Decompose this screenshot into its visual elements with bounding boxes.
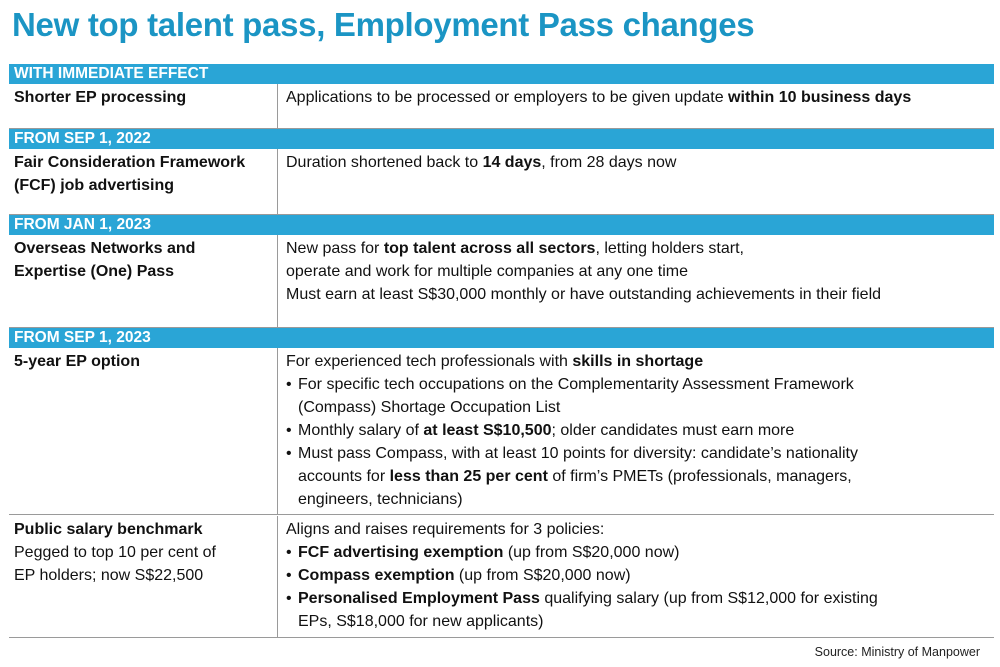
row-detail — [286, 86, 991, 109]
detail-emphasis: within 10 business days — [728, 89, 912, 106]
detail-text: engineers, technicians) — [298, 491, 463, 508]
detail-text: Aligns and raises requirements for 3 policies: — [286, 521, 605, 538]
row-detail — [286, 350, 991, 511]
bullet-icon: • — [286, 445, 292, 462]
detail-text: EPs, S$18,000 for new applicants) — [298, 613, 544, 630]
page-title: New top talent pass, Employment Pass changes — [12, 6, 755, 43]
detail-text: of firm’s PMETs (professionals, managers, — [547, 468, 852, 485]
column-divider — [277, 84, 278, 128]
table-row — [9, 235, 994, 328]
bullet-item — [286, 564, 991, 587]
detail-emphasis: top talent across all sectors — [383, 240, 596, 257]
bullet-item — [286, 541, 991, 564]
detail-text: operate and work for multiple companies at any one time — [286, 263, 688, 280]
label-sub: EP holders; now S$22,500 — [14, 567, 204, 584]
row-label — [14, 518, 277, 587]
bullet-item — [286, 587, 991, 633]
label-sub: Pegged to top 10 per cent of — [14, 544, 216, 561]
detail-text: Duration shortened back to — [286, 154, 483, 171]
row-label — [14, 237, 277, 283]
bullet-item — [286, 419, 991, 442]
detail-text: , letting holders start, — [595, 240, 744, 257]
detail-emphasis: skills in shortage — [572, 353, 704, 370]
column-divider — [277, 516, 278, 637]
detail-text: (up from S$20,000 now) — [454, 567, 631, 584]
label-line: Expertise (One) Pass — [14, 263, 175, 280]
table-row — [9, 149, 994, 215]
column-divider — [277, 149, 278, 214]
row-detail — [286, 151, 991, 174]
label-line: Public salary benchmark — [14, 521, 203, 538]
detail-text: qualifying salary (up from S$12,000 for existing — [539, 590, 878, 607]
section-header-sep-2023: FROM SEP 1, 2023 — [9, 328, 994, 348]
row-label: Shorter EP processing — [14, 89, 187, 106]
detail-text: New pass for — [286, 240, 384, 257]
detail-emphasis: at least S$10,500 — [423, 422, 552, 439]
detail-text: For experienced tech professionals with — [286, 353, 573, 370]
detail-text: Must pass Compass, with at least 10 points for diversity: candidate’s nationality — [298, 445, 858, 462]
bullet-item — [286, 373, 991, 419]
column-divider — [277, 235, 278, 327]
detail-text: ; older candidates must earn more — [551, 422, 795, 439]
section-header-immediate: WITH IMMEDIATE EFFECT — [9, 64, 994, 84]
source-credit: Source: Ministry of Manpower — [814, 645, 980, 659]
table-row — [9, 348, 994, 515]
section-header-jan-2023: FROM JAN 1, 2023 — [9, 215, 994, 235]
row-label: 5-year EP option — [14, 353, 140, 370]
bullet-item — [286, 442, 991, 511]
table-row — [9, 516, 994, 637]
bullet-icon: • — [286, 544, 292, 561]
detail-text: (up from S$20,000 now) — [503, 544, 680, 561]
detail-emphasis: Personalised Employment Pass — [298, 590, 540, 607]
section-header-sep-2022: FROM SEP 1, 2022 — [9, 129, 994, 149]
detail-text: Monthly salary of — [298, 422, 424, 439]
detail-emphasis: 14 days — [482, 154, 542, 171]
bullet-icon: • — [286, 376, 292, 393]
bullet-icon: • — [286, 422, 292, 439]
detail-text: (Compass) Shortage Occupation List — [298, 399, 561, 416]
detail-text: Applications to be processed or employers to be given update — [286, 89, 729, 106]
row-label — [14, 151, 277, 197]
detail-emphasis: less than 25 per cent — [389, 468, 548, 485]
detail-text: , from 28 days now — [541, 154, 677, 171]
label-line: Overseas Networks and — [14, 240, 196, 257]
column-divider — [277, 348, 278, 514]
detail-emphasis: Compass exemption — [298, 567, 455, 584]
label-line: (FCF) job advertising — [14, 177, 174, 194]
detail-text: For specific tech occupations on the Complementarity Assessment Framework — [298, 376, 854, 393]
policy-table — [9, 64, 994, 638]
detail-text: accounts for — [298, 468, 390, 485]
row-detail — [286, 518, 991, 633]
label-line: Fair Consideration Framework — [14, 154, 246, 171]
row-detail — [286, 237, 991, 306]
detail-emphasis: FCF advertising exemption — [298, 544, 504, 561]
detail-text: Must earn at least S$30,000 monthly or have outstanding achievements in their field — [286, 286, 882, 303]
table-row — [9, 84, 994, 129]
bullet-icon: • — [286, 590, 292, 607]
bullet-icon: • — [286, 567, 292, 584]
